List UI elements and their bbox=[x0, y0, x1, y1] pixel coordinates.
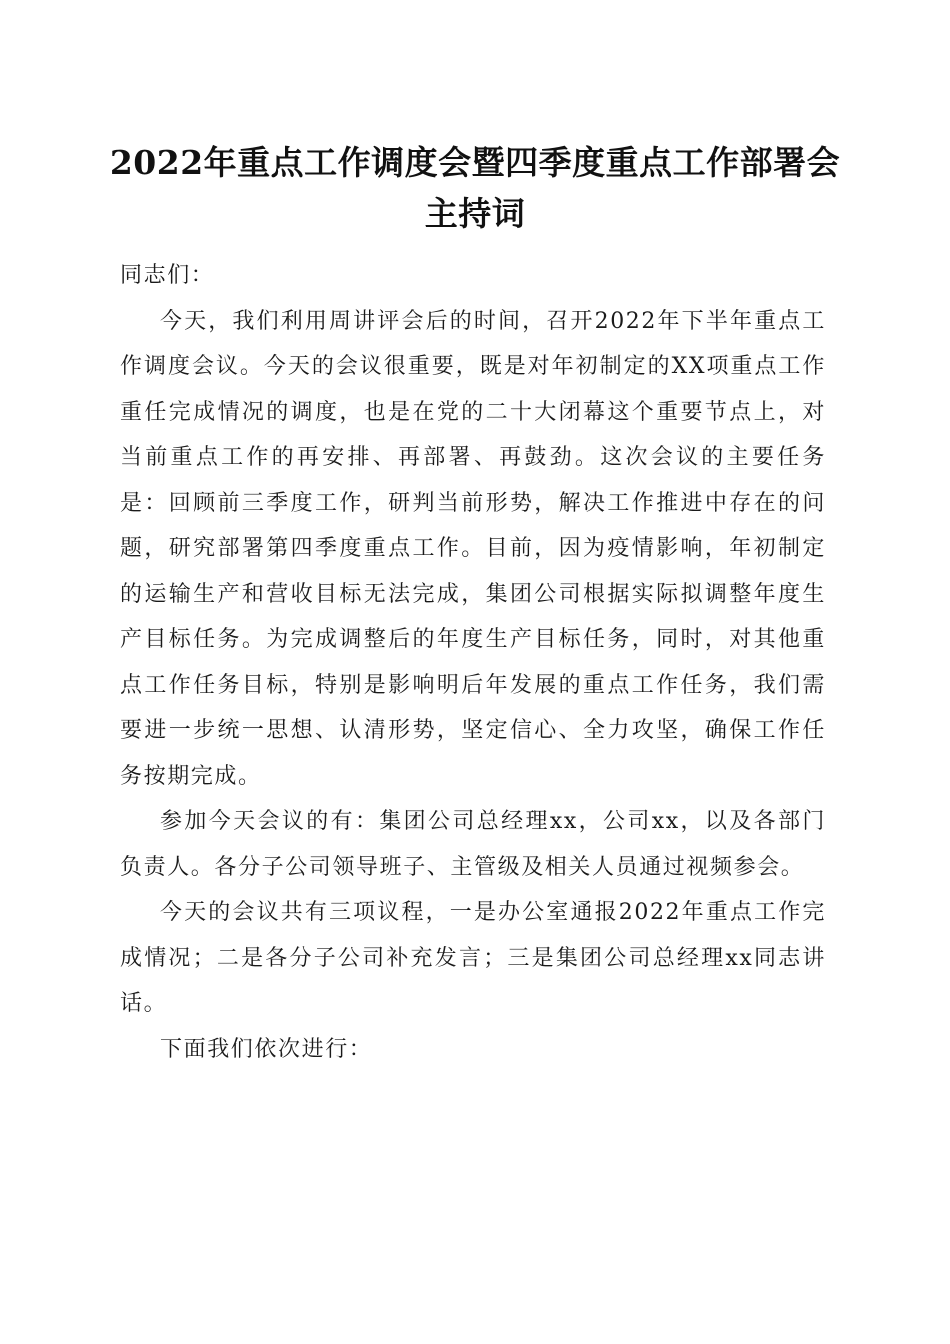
paragraph-transition: 下面我们依次进行： bbox=[160, 1036, 373, 1062]
document-body bbox=[120, 253, 826, 1072]
salutation: 同志们： bbox=[120, 263, 215, 288]
paragraph-agenda: 今天的会议共有三项议程，一是办公室通报2022年重点工作完成情况；二是各分子公司补充发言；三是集团公司总经理xx同志讲话。 bbox=[120, 900, 826, 1016]
document-title: 2022年重点工作调度会暨四季度重点工作部署会主持词 bbox=[109, 143, 841, 233]
paragraph-attendees: 参加今天会议的有：集团公司总经理xx，公司xx，以及各部门负责人。各分子公司领导班子、主管级及相关人员通过视频参会。 bbox=[120, 809, 826, 880]
paragraph-opening: 今天，我们利用周讲评会后的时间，召开2022年下半年重点工作调度会议。今天的会议很重要，既是对年初制定的XX项重点工作重任完成情况的调度，也是在党的二十大闭幕这个重要节点上，对当前重点工作的再安排、再部署、再鼓劲。这次会议的主要任务是：回顾前三季度工作，研判当前形势，解决工作推进中存在的问题，研究部署第四季度重点工作。目前，因为疫情影响，年初制定的运输生产和营收目标无法完成，集团公司根据实际拟调整年度生产目标任务。为完成调整后的年度生产目标任务，同时，对其他重点工作任务目标，特别是影响明后年发展的重点工作任务，我们需要进一步统一思想、认清形势，坚定信心、全力攻坚，确保工作任务按期完成。 bbox=[120, 308, 826, 789]
